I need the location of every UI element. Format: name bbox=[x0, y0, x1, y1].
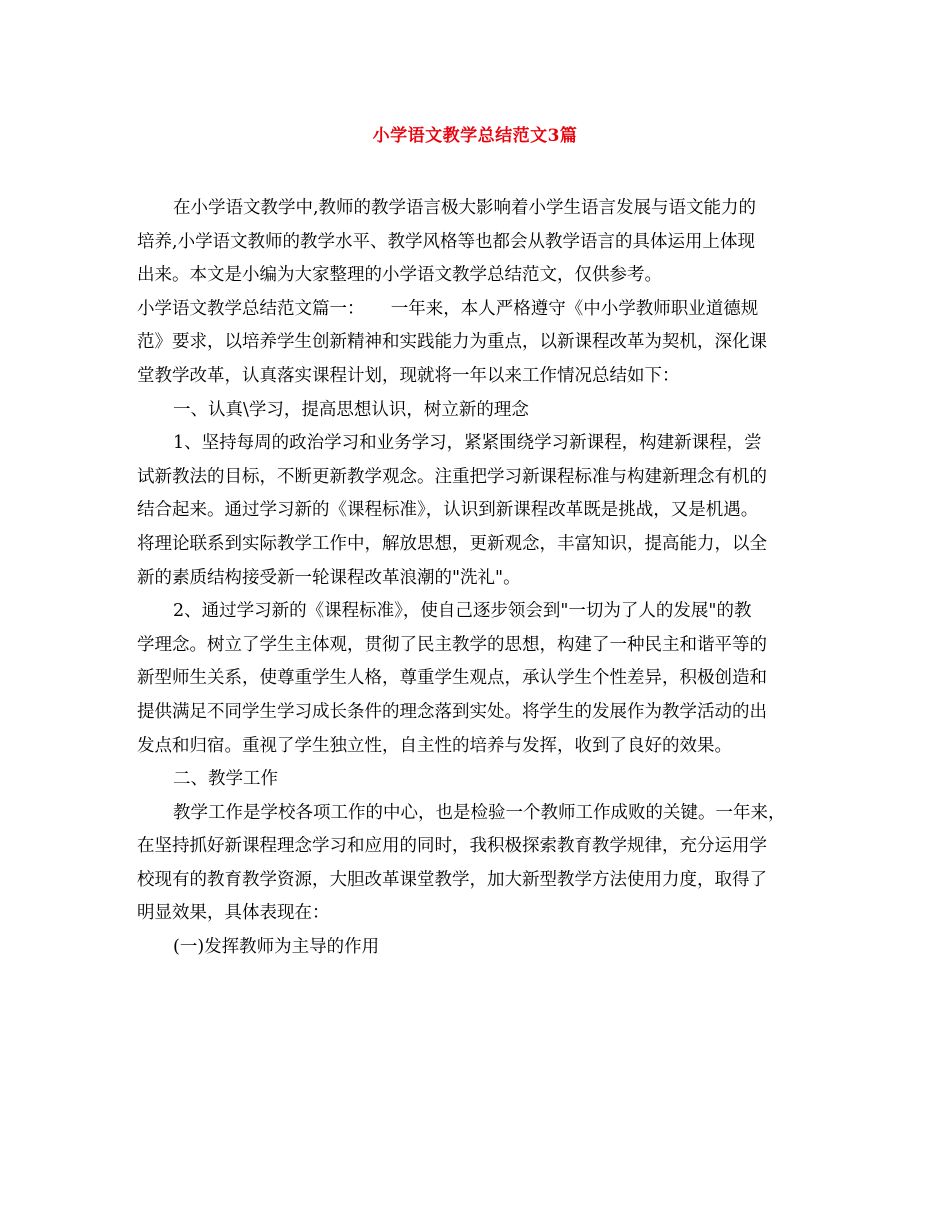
text-line: 在坚持抓好新课程理念学习和应用的同时，我积极探索教育教学规律，充分运用学 bbox=[137, 836, 767, 857]
text-line: 教学工作是学校各项工作的中心，也是检验一个教师工作成败的关键。一年来， bbox=[173, 802, 786, 823]
text-line: 新型师生关系，使尊重学生人格，尊重学生观点，承认学生个性差异，积极创造和 bbox=[137, 668, 767, 689]
text-line: 1、坚持每周的政治学习和业务学习，紧紧围绕学习新课程，构建新课程，尝 bbox=[173, 433, 762, 454]
text-line: 新的素质结构接受新一轮课程改革浪潮的"洗礼"。 bbox=[137, 567, 521, 588]
text-line: 提供满足不同学生学习成长条件的理念落到实处。将学生的发展作为教学活动的出 bbox=[137, 701, 767, 722]
text-line: 校现有的教育教学资源，大胆改革课堂教学，加大新型教学方法使用力度，取得了 bbox=[137, 869, 767, 890]
section-heading: 一、认真\学习，提高思想认识，树立新的理念 bbox=[173, 399, 529, 420]
text-line: 学理念。树立了学生主体观，贯彻了民主教学的思想，构建了一种民主和谐平等的 bbox=[137, 634, 767, 655]
text-line: 在小学语文教学中,教师的教学语言极大影响着小学生语言发展与语文能力的 bbox=[173, 198, 757, 218]
document-body bbox=[137, 192, 819, 965]
text-line: 将理论联系到实际教学工作中，解放思想，更新观念，丰富知识，提高能力，以全 bbox=[137, 533, 767, 554]
text-line: 范》要求，以培养学生创新精神和实践能力为重点，以新课程改革为契机，深化课 bbox=[137, 332, 767, 353]
text-line: 出来。本文是小编为大家整理的小学语文教学总结范文，仅供参考。 bbox=[137, 265, 662, 286]
text-line: 结合起来。通过学习新的《课程标准》，认识到新课程改革既是挑战，又是机遇。 bbox=[137, 500, 759, 521]
text-line: 堂教学改革，认真落实课程计划，现就将一年以来工作情况总结如下： bbox=[137, 365, 680, 386]
text-line: 2、通过学习新的《课程标准》，使自己逐步领会到"一切为了人的发展"的教 bbox=[173, 601, 752, 622]
subsection-heading: (一)发挥教师为主导的作用 bbox=[173, 937, 380, 958]
section-heading: 二、教学工作 bbox=[173, 769, 278, 790]
text-line: 明显效果，具体表现在： bbox=[137, 903, 330, 924]
text-line: 培养,小学语文教师的教学水平、教学风格等也都会从教学语言的具体运用上体现 bbox=[137, 231, 756, 252]
document-title: 小学语文教学总结范文3篇 bbox=[372, 126, 578, 146]
text-line: 小学语文教学总结范文篇一： 一年来，本人严格遵守《中小学教师职业道德规 bbox=[137, 298, 759, 319]
text-line: 试新教法的目标，不断更新教学观念。注重把学习新课程标准与构建新理念有机的 bbox=[137, 466, 767, 487]
text-line: 发点和归宿。重视了学生独立性，自主性的培养与发挥，收到了良好的效果。 bbox=[137, 735, 732, 756]
